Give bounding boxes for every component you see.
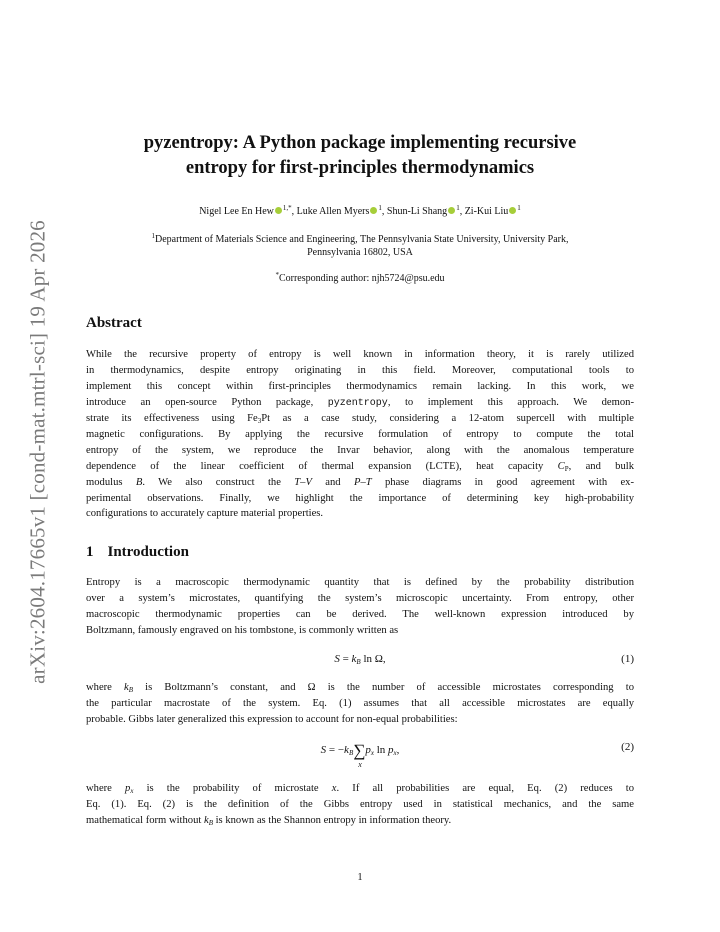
math-op: ln: [373, 744, 389, 756]
text-run: –: [360, 476, 366, 488]
text-run: is Boltzmann’s constant, and Ω is the number of accessible microstates corresponding to: [133, 682, 634, 693]
math-symbol: C: [557, 460, 565, 472]
text-run: , to implement this approach. We demon-: [387, 396, 634, 408]
math-op: ,: [396, 744, 400, 756]
text-run: where: [86, 783, 126, 794]
abstract-heading: Abstract: [86, 315, 142, 331]
abstract-body: [86, 347, 634, 522]
intro-paragraph-2: [86, 680, 634, 728]
summation-index: x: [358, 760, 362, 769]
intro-paragraph-3: [86, 781, 634, 829]
subscript: x: [393, 749, 397, 757]
text-run: where: [86, 682, 125, 693]
math-symbol: P: [353, 476, 361, 488]
text-run: introduce an open-source Python package,: [86, 396, 328, 408]
orcid-icon[interactable]: [448, 207, 455, 214]
abstract-line: [86, 459, 634, 475]
intro-paragraph-1: [86, 575, 634, 638]
equation-1-body: [86, 653, 634, 665]
math-symbol: p: [365, 744, 371, 756]
subscript: B: [356, 658, 361, 666]
package-name: pyzentropy: [327, 397, 388, 409]
abstract-line: [86, 395, 634, 412]
author-separator: ,: [381, 206, 387, 217]
subscript: 3: [257, 417, 262, 426]
text-run: is the probability of microstate: [133, 783, 332, 794]
text-run: modulus: [86, 476, 136, 488]
subscript: B: [208, 818, 213, 827]
author-affil-sup: 1,*: [282, 204, 292, 212]
math-symbol: k: [203, 814, 209, 826]
text-run: dependence of the linear coefficient of thermal expansion (LCTE), heat capacity: [86, 460, 558, 472]
section-number: 1: [86, 544, 94, 560]
subscript: P: [564, 464, 569, 473]
abstract-line: [86, 475, 634, 491]
math-symbol: k: [344, 744, 349, 756]
math-symbol: T: [294, 476, 301, 488]
math-op: ln Ω,: [360, 653, 386, 665]
body-line: macroscopic thermodynamic properties can be derived. The well-known expression introduced by: [86, 608, 634, 620]
author-list: [86, 205, 634, 218]
title-line-2: entropy for first-principles thermodynamics: [185, 158, 535, 178]
author-affil-sup: 1: [456, 204, 460, 212]
subscript: B: [128, 686, 134, 694]
abstract-line: implement this concept within first-principles thermodynamics remain lacking. In this work, we: [86, 380, 634, 392]
author-separator: ,: [459, 206, 465, 217]
math-symbol: V: [305, 476, 312, 488]
math-symbol: S: [334, 653, 340, 665]
text-run: Pt as a case study, considering a 12-atom supercell with multiple: [261, 413, 634, 425]
affil-sup: 1: [151, 232, 155, 240]
equation-number: (1): [621, 653, 634, 665]
abstract-line: entropy of the system, we reproduce the Invar behavior, along with the anomalous temperature: [86, 445, 634, 457]
page-number: 1: [357, 872, 363, 883]
body-line: [86, 781, 634, 797]
math-symbol: B: [135, 476, 143, 488]
equation-2: [86, 741, 634, 771]
math-symbol: k: [124, 682, 129, 693]
corr-text: Corresponding author: njh5724@psu.edu: [278, 273, 445, 284]
section-title: Introduction: [107, 544, 189, 560]
author-affil-sup: 1: [517, 204, 521, 212]
summation-sign: ∑: [353, 741, 366, 760]
orcid-icon[interactable]: [275, 207, 282, 214]
affiliation: [86, 233, 634, 259]
author-name: Nigel Lee En Hew: [199, 206, 274, 217]
body-line: probable. Gibbs later generalized this expression to account for non-equal probabilities:: [86, 713, 458, 725]
equation-number: (2): [621, 741, 634, 753]
text-run: –: [300, 476, 306, 488]
abstract-line: configurations to accurately capture material properties.: [86, 508, 324, 520]
text-run: is known as the Shannon entropy in information theory.: [212, 814, 452, 826]
text-run: and: [311, 476, 354, 488]
abstract-line: in thermodynamics, despite entropy originating in this field. Moreover, computational tools to: [86, 364, 634, 376]
paper-title: [86, 131, 634, 181]
body-line: Eq. (1). Eq. (2) is the definition of the Gibbs entropy used in statistical mechanics, and the same: [86, 798, 634, 810]
summation: [353, 741, 366, 769]
subscript: x: [130, 787, 134, 795]
text-run: mathematical form without: [86, 814, 204, 826]
author-name: Shun-Li Shang: [386, 206, 448, 217]
body-line: Entropy is a macroscopic thermodynamic quantity that is defined by the probability distribution: [86, 577, 634, 588]
subscript: B: [348, 749, 354, 757]
author-affil-sup: 1: [378, 204, 382, 212]
author-separator: ,: [291, 206, 297, 217]
math-op: =: [339, 653, 352, 665]
body-line: [86, 813, 634, 829]
equation-2-body: [86, 741, 634, 769]
math-symbol: p: [125, 783, 131, 794]
affil-line-2: Pennsylvania 16802, USA: [307, 247, 413, 258]
text-run: phase diagrams in good agreement with ex-: [371, 476, 634, 488]
body-line: [86, 680, 634, 696]
text-run: strate its effectiveness using Fe: [86, 413, 258, 425]
abstract-line: perimental observations. Finally, we highlight the importance of determining key high-probability: [86, 492, 634, 504]
math-symbol: T: [365, 476, 372, 488]
abstract-line: While the recursive property of entropy is well known in information theory, it is rarely utilized: [86, 349, 634, 360]
orcid-icon[interactable]: [370, 207, 377, 214]
section-heading-introduction: [86, 544, 189, 561]
text-run: . If all probabilities are equal, Eq. (2) reduces to: [336, 783, 634, 794]
title-line-1: pyzentropy: A Python package implementing recursive: [143, 133, 577, 153]
math-symbol: k: [351, 653, 357, 665]
text-run: . We also construct the: [142, 476, 295, 488]
arxiv-identifier[interactable]: arXiv:2604.17665v1 [cond-mat.mtrl-sci] 19 Apr 2026: [25, 220, 50, 684]
affil-line-1: Department of Materials Science and Engineering, The Pennsylvania State University, University Park,: [154, 234, 569, 245]
body-line: Boltzmann, famously engraved on his tombstone, is commonly written as: [86, 624, 399, 636]
text-run: , and bulk: [568, 460, 635, 472]
math-symbol: x: [331, 783, 337, 794]
math-symbol: S: [320, 744, 327, 756]
subscript: x: [370, 749, 374, 757]
author-name: Luke Allen Myers: [296, 206, 370, 217]
abstract-line: magnetic configurations. By applying the recursive formulation of entropy to compute the total: [86, 429, 634, 441]
corresponding-author: [86, 272, 634, 285]
math-op: = −: [326, 744, 345, 756]
body-line: over a system’s microstates, quantifying the system’s microscopic uncertainty. From entropy, other: [86, 592, 634, 604]
abstract-line: [86, 411, 634, 427]
math-symbol: p: [388, 744, 394, 756]
orcid-icon[interactable]: [509, 207, 516, 214]
author-name: Zi-Kui Liu: [464, 206, 509, 217]
body-line: the particular macrostate of the system. Eq. (1) assumes that all accessible microstates are equally: [86, 697, 634, 709]
corr-sup: *: [275, 271, 279, 279]
